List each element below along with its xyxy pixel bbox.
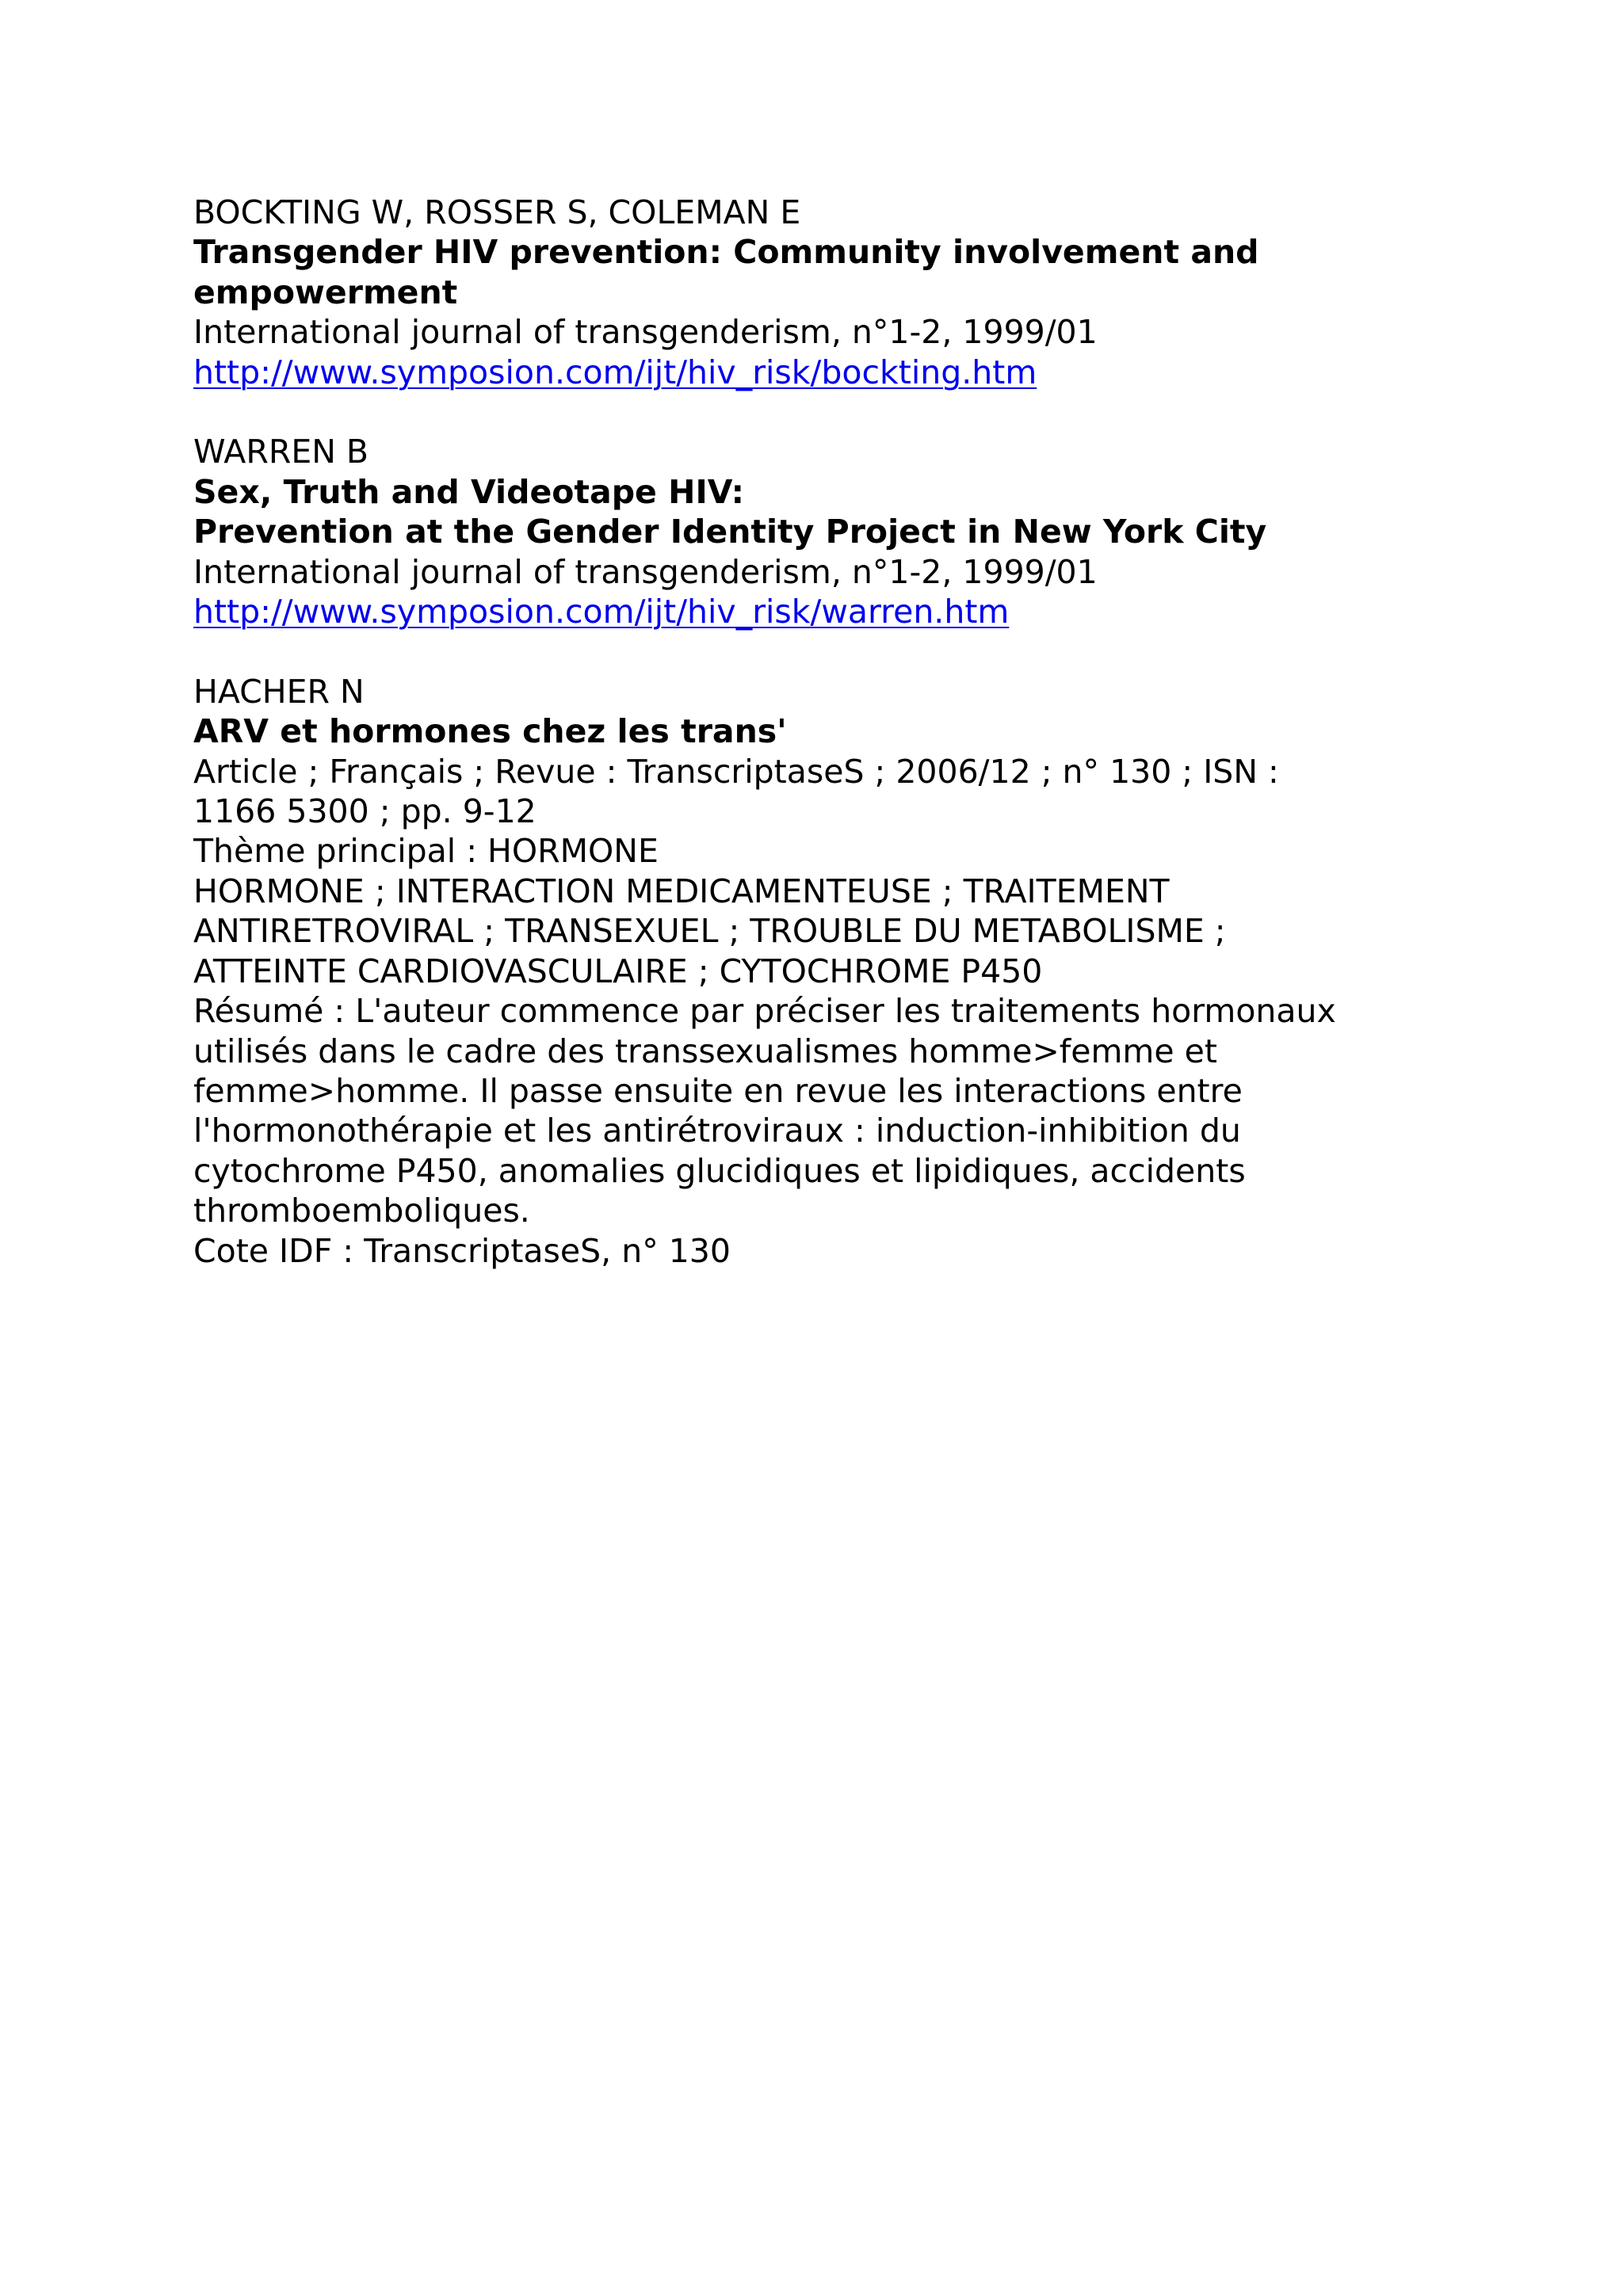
entry-abstract-line: Résumé : L'auteur commence par préciser les traitements hormonaux [193, 992, 1336, 1031]
entry-title-line: Sex, Truth and Videotape HIV: [193, 472, 744, 511]
entry-url-link[interactable]: http://www.symposion.com/ijt/hiv_risk/warren.htm [193, 593, 1010, 631]
entry-authors: WARREN B [193, 433, 369, 471]
entry-url-link[interactable]: http://www.symposion.com/ijt/hiv_risk/bockting.htm [193, 353, 1037, 391]
entry-title-line: Prevention at the Gender Identity Project in New York City [193, 513, 1267, 551]
entry-title-line: ARV et hormones chez les trans' [193, 712, 787, 751]
entry-source: International journal of transgenderism, n°1-2, 1999/01 [193, 552, 1098, 591]
document-page [193, 193, 1430, 1310]
entry-title-line: empowerment [193, 273, 458, 311]
entry-main-theme: Thème principal : HORMONE [193, 832, 659, 871]
entry-authors: BOCKTING W, ROSSER S, COLEMAN E [193, 193, 801, 231]
reference-entry-bockting [193, 193, 1430, 392]
reference-entry-hacher [193, 672, 1430, 1271]
reference-entry-warren [193, 432, 1430, 631]
entry-keywords-line: ANTIRETROVIRAL ; TRANSEXUEL ; TROUBLE DU METABOLISME ; [193, 912, 1226, 951]
entry-abstract-line: l'hormonothérapie et les antirétroviraux : induction-inhibition du [193, 1112, 1241, 1150]
entry-source: International journal of transgenderism, n°1-2, 1999/01 [193, 313, 1098, 352]
entry-abstract-line: cytochrome P450, anomalies glucidiques et lipidiques, accidents [193, 1151, 1246, 1190]
entry-detail-line: 1166 5300 ; pp. 9-12 [193, 792, 537, 831]
entry-keywords-line: HORMONE ; INTERACTION MEDICAMENTEUSE ; TRAITEMENT [193, 871, 1170, 910]
entry-keywords-line: ATTEINTE CARDIOVASCULAIRE ; CYTOCHROME P450 [193, 952, 1043, 990]
entry-call-number: Cote IDF : TranscriptaseS, n° 130 [193, 1231, 731, 1270]
entry-title-line: Transgender HIV prevention: Community involvement and [193, 233, 1259, 272]
entry-abstract-line: femme>homme. Il passe ensuite en revue les interactions entre [193, 1071, 1243, 1110]
entry-detail-line: Article ; Français ; Revue : TranscriptaseS ; 2006/12 ; n° 130 ; ISN : [193, 752, 1279, 791]
entry-authors: HACHER N [193, 672, 365, 711]
entry-abstract-line: thromboemboliques. [193, 1192, 530, 1230]
entry-abstract-line: utilisés dans le cadre des transsexualismes homme>femme et [193, 1032, 1217, 1070]
